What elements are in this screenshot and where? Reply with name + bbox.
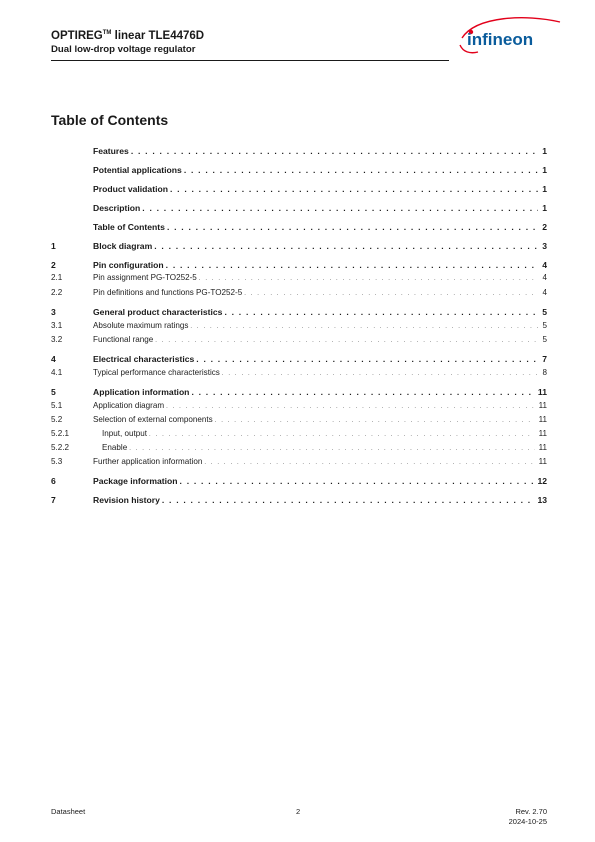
- toc-entry-page: 3: [542, 241, 547, 251]
- toc-entry-number: 4.1: [51, 368, 63, 377]
- toc-entry[interactable]: [51, 335, 547, 348]
- toc-leader-dots: [199, 276, 539, 282]
- header-divider: [51, 60, 449, 61]
- footer-date: 2024-10-25: [508, 817, 547, 826]
- toc-entry[interactable]: [51, 321, 547, 334]
- document-subtitle: Dual low-drop voltage regulator: [51, 44, 196, 55]
- toc-entry-link[interactable]: [93, 476, 547, 486]
- toc-entry[interactable]: [51, 354, 547, 367]
- toc-leader-dots: [170, 184, 538, 194]
- toc-entry-title: Pin assignment PG-TO252-5: [93, 273, 197, 282]
- toc-entry-link[interactable]: [93, 241, 547, 251]
- toc-leader-dots: [142, 203, 538, 213]
- toc-leader-dots: [162, 495, 534, 505]
- toc-entry-page: 11: [538, 457, 547, 466]
- toc-leader-dots: [167, 222, 538, 232]
- footer-rev: Rev. 2.70: [515, 807, 547, 816]
- toc-entry[interactable]: [51, 203, 547, 216]
- toc-entry-link[interactable]: [93, 146, 547, 156]
- toc-entry-link[interactable]: [93, 335, 547, 344]
- toc-entry[interactable]: [51, 495, 547, 508]
- toc-entry-title: Potential applications: [93, 165, 182, 175]
- toc-entry-page: 4: [542, 288, 547, 297]
- toc-leader-dots: [224, 307, 538, 317]
- toc-entry-link[interactable]: [93, 495, 547, 505]
- toc-leader-dots: [244, 291, 538, 297]
- toc-entry-number: 5.3: [51, 457, 63, 466]
- toc-entry-page: 11: [538, 429, 547, 438]
- toc-leader-dots: [149, 432, 535, 438]
- infineon-logo: [456, 12, 566, 58]
- toc-entry[interactable]: [51, 401, 547, 414]
- toc-entry-link[interactable]: [93, 368, 547, 377]
- toc-entry[interactable]: [51, 415, 547, 428]
- toc-entry-link[interactable]: [93, 321, 547, 330]
- toc-entry-title: Block diagram: [93, 241, 153, 251]
- toc-entry-number: 2.1: [51, 273, 63, 282]
- toc-entry-page: 7: [542, 354, 547, 364]
- toc-entry-link[interactable]: [93, 203, 547, 213]
- toc-entry-title: Revision history: [93, 495, 160, 505]
- toc-leader-dots: [222, 371, 539, 377]
- toc-entry-number: 4: [51, 354, 56, 364]
- toc-entry-page: 13: [537, 495, 547, 505]
- toc-leader-dots: [191, 387, 533, 397]
- toc-leader-dots: [129, 446, 534, 452]
- toc-entry[interactable]: [51, 429, 547, 442]
- toc-leader-dots: [180, 476, 534, 486]
- toc-entry-link[interactable]: [93, 387, 547, 397]
- toc-entry-title: Absolute maximum ratings: [93, 321, 189, 330]
- toc-entry-title: Input, output: [102, 429, 148, 438]
- footer-page-number: 2: [296, 807, 301, 816]
- toc-entry[interactable]: [51, 307, 547, 320]
- toc-leader-dots: [196, 354, 538, 364]
- toc-entry-number: 3.1: [51, 321, 63, 330]
- toc-entry-link[interactable]: [93, 354, 547, 364]
- logo-wordmark: infineon: [467, 30, 534, 49]
- toc-leader-dots: [155, 338, 538, 344]
- toc-entry-link[interactable]: [93, 307, 547, 317]
- toc-entry[interactable]: [51, 387, 547, 400]
- document-title: OPTIREG™ linear TLE4476D: [51, 30, 205, 42]
- toc-entry-title: Package information: [93, 476, 178, 486]
- toc-entry-page: 5: [542, 321, 547, 330]
- toc-entry-link[interactable]: [102, 443, 547, 452]
- toc-entry-number: 2.2: [51, 288, 63, 297]
- toc-entry[interactable]: [51, 457, 547, 470]
- toc-leader-dots: [190, 324, 538, 330]
- toc-entry[interactable]: [51, 222, 547, 235]
- footer-revision: [509, 807, 547, 827]
- toc-entry-link[interactable]: [93, 288, 547, 297]
- toc-entry-page: 4: [542, 260, 547, 270]
- toc-entry-link[interactable]: [93, 401, 547, 410]
- toc-entry-page: 11: [538, 443, 547, 452]
- toc-heading: Table of Contents: [51, 112, 169, 128]
- toc-entry[interactable]: [51, 288, 547, 301]
- toc-entry-link[interactable]: [93, 273, 547, 282]
- toc-entry[interactable]: [51, 165, 547, 178]
- toc-entry-number: 3.2: [51, 335, 63, 344]
- toc-entry-title: General product characteristics: [93, 307, 223, 317]
- toc-entry-number: 5.2.1: [51, 429, 70, 438]
- toc-entry-page: 2: [542, 222, 547, 232]
- toc-entry-number: 2: [51, 260, 56, 270]
- toc-leader-dots: [204, 460, 534, 466]
- toc-entry-page: 12: [537, 476, 547, 486]
- toc-entry-title: Pin configuration: [93, 260, 164, 270]
- toc-entry-page: 1: [542, 184, 547, 194]
- toc-entry-title: Selection of external components: [93, 415, 213, 424]
- toc-entry-number: 5.2: [51, 415, 63, 424]
- toc-entry-number: 3: [51, 307, 56, 317]
- toc-entry-link[interactable]: [93, 165, 547, 175]
- toc-entry-number: 5: [51, 387, 56, 397]
- footer-doc-type: Datasheet: [51, 807, 86, 816]
- toc-entry-title: Features: [93, 146, 129, 156]
- page-header: [51, 26, 449, 56]
- toc-entry-title: Pin definitions and functions PG-TO252-5: [93, 288, 243, 297]
- toc-leader-dots: [166, 404, 535, 410]
- toc-entry-title: Application information: [93, 387, 190, 397]
- toc-entry-title: Typical performance characteristics: [93, 368, 220, 377]
- toc-entry-title: Electrical characteristics: [93, 354, 195, 364]
- toc-entry-number: 7: [51, 495, 56, 505]
- toc-entry-title: Product validation: [93, 184, 168, 194]
- toc-entry-page: 5: [542, 307, 547, 317]
- toc-leader-dots: [215, 418, 535, 424]
- toc-entry-link[interactable]: [93, 184, 547, 194]
- toc-entry-link[interactable]: [102, 429, 547, 438]
- toc-entry-page: 11: [537, 387, 547, 397]
- toc-entry-title: Enable: [102, 443, 128, 452]
- toc-entry-number: 5.1: [51, 401, 63, 410]
- toc-entry[interactable]: [51, 273, 547, 286]
- toc-entry-title: Further application information: [93, 457, 203, 466]
- toc-entry-page: 5: [542, 335, 547, 344]
- toc-entry-page: 11: [538, 415, 547, 424]
- toc-entry-page: 1: [542, 165, 547, 175]
- toc-entry-title: Application diagram: [93, 401, 165, 410]
- toc-entry-title: Functional range: [93, 335, 154, 344]
- toc-leader-dots: [166, 260, 539, 270]
- toc-entry-link[interactable]: [93, 457, 547, 466]
- toc-entry[interactable]: [51, 146, 547, 159]
- toc-entry-link[interactable]: [93, 222, 547, 232]
- toc-entry[interactable]: [51, 241, 547, 254]
- toc-entry-number: 5.2.2: [51, 443, 70, 452]
- toc-entry-link[interactable]: [93, 415, 547, 424]
- toc-entry-title: Table of Contents: [93, 222, 165, 232]
- toc-entry[interactable]: [51, 184, 547, 197]
- toc-entry-page: 1: [542, 146, 547, 156]
- toc-entry-link[interactable]: [93, 260, 547, 270]
- toc-entry-title: Description: [93, 203, 141, 213]
- toc-entry[interactable]: [51, 443, 547, 456]
- toc-entry[interactable]: [51, 260, 547, 273]
- toc-entry[interactable]: [51, 476, 547, 489]
- toc-entry-page: 8: [542, 368, 547, 377]
- toc-leader-dots: [154, 241, 538, 251]
- toc-entry-page: 11: [538, 401, 547, 410]
- toc-entry[interactable]: [51, 368, 547, 381]
- toc-leader-dots: [184, 165, 538, 175]
- toc-entry-number: 1: [51, 241, 56, 251]
- toc-entry-number: 6: [51, 476, 56, 486]
- toc-entry-page: 4: [542, 273, 547, 282]
- toc-leader-dots: [131, 146, 538, 156]
- toc-entry-page: 1: [542, 203, 547, 213]
